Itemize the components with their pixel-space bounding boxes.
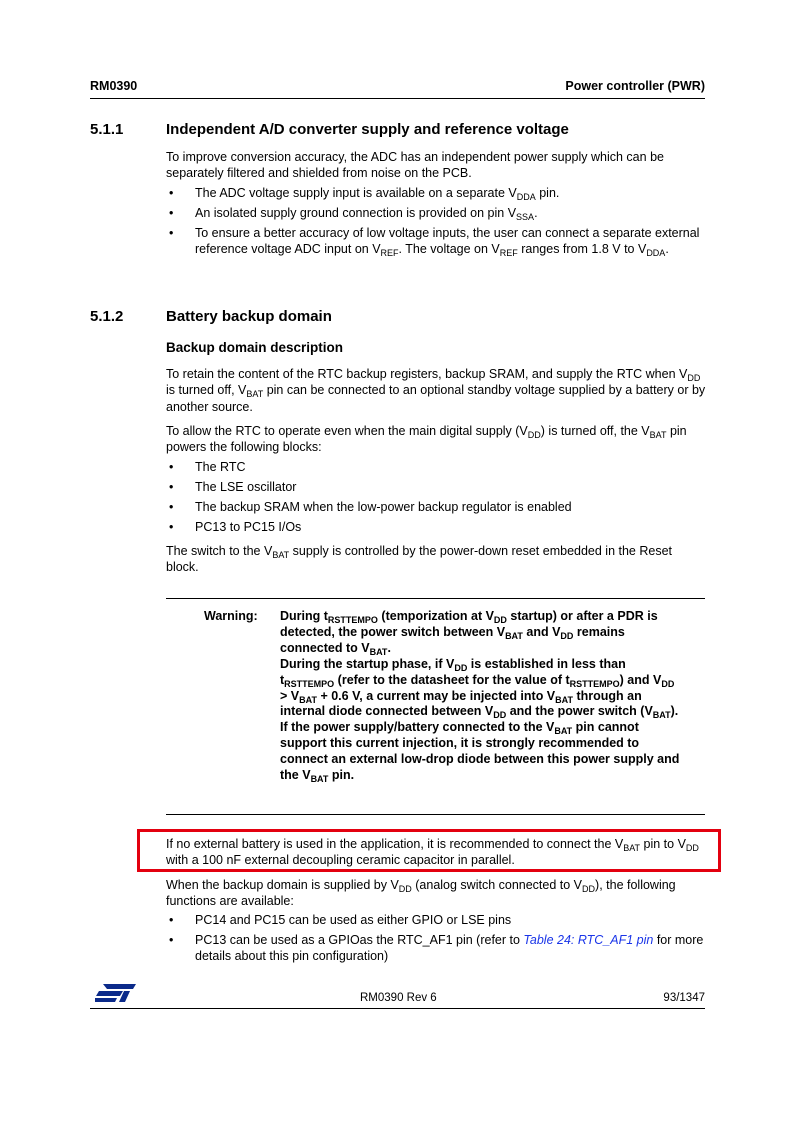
section-title-5-1-2: Battery backup domain [166,308,332,325]
list-item: • PC14 and PC15 can be used as either GPIO or LSE pins [169,913,512,927]
bullet-icon: • [169,932,174,947]
section-number-5-1-1: 5.1.1 [90,121,124,138]
list-item: • The RTC [169,460,246,474]
available-functions-list [166,912,706,968]
warning-bottom-rule [166,814,705,815]
backup-supplied-paragraph: When the backup domain is supplied by $V_{DD}$ (analog switch connected to $V_{DD}$), the following functions are available: [166,878,676,909]
table-24-link[interactable]: Table 24: RTC_AF1 pin [523,932,654,947]
header-doc-id: RM0390 [90,79,138,93]
warning-text: During $t_{RSTTEMPO}$ (temporization at $V_{DD}$ startup) or after a PDR is detected, the power switch between $V_{BAT}$ and $V_{DD}$ remains connected to $V_{BAT}$. During the startup phase, if $V_{DD}$ is established in less than $t_{RSTTEMPO}$ (refer to the datasheet for the value of $t_{RSTTEMPO}$) and $V_{DD} > V_{BAT} + 0.6$ V, a current may be injected into $V_{BAT}$ through an internal diode connected between $V_{DD}$ and the power switch $(V_{BAT})$. If the power supply/battery connected to the $V_{BAT}$ pin cannot support this current injection, it is strongly recommended to connect an external low-drop diode between this power supply and the $V_{BAT}$ pin. [280,609,680,785]
vbat-blocks-list [166,459,706,539]
subsection-title-backup-domain: Backup domain description [166,340,344,355]
warning-label: Warning: [204,609,258,623]
backup-paragraph-3: The switch to the $V_{BAT}$ supply is controlled by the power-down reset embedded in the Reset block. [166,544,673,575]
list-item: • The backup SRAM when the low-power backup regulator is enabled [169,499,572,514]
footer-revision: RM0390 Rev 6 [360,992,437,1004]
list-item: • An isolated supply ground connection is provided on pin $V_{SSA}$. [169,205,538,222]
section-title-5-1-1: Independent A/D converter supply and reference voltage [166,121,569,138]
footer-rule [90,1008,705,1009]
section-number-5-1-2: 5.1.2 [90,308,124,325]
warning-top-rule [166,598,705,599]
bullet-icon: • [169,913,174,927]
bullet-icon: • [169,499,174,514]
list-item: • PC13 to PC15 I/Os [169,519,302,534]
backup-paragraph-2: To allow the RTC to operate even when the main digital supply $(V_{DD})$ is turned off, the $V_{BAT}$ pin powers the following blocks: [166,424,687,455]
adc-intro-paragraph: To improve conversion accuracy, the ADC has an independent power supply which can be separately filtered and shielded from noise on the PCB. [166,150,664,181]
list-item: • The ADC voltage supply input is available on a separate $V_{DDA}$ pin. [169,186,560,202]
bullet-icon: • [169,186,174,200]
list-item: • PC13 can be used as a GPIOas the RTC_AF1 pin (refer to Table 24: RTC_AF1 pin for more details about this pin configuration) [169,932,704,964]
footer-page-number: 93/1347 [663,992,705,1004]
bullet-icon: • [169,460,174,474]
header-chapter-title: Power controller (PWR) [565,79,705,93]
external-battery-note: If no external battery is used in the application, it is recommended to connect the $V_{BAT}$ pin to $V_{DD}$ with a 100 nF external decoupling ceramic capacitor in parallel. [166,837,699,868]
bullet-icon: • [169,225,174,240]
list-item: • To ensure a better accuracy of low voltage inputs, the user can connect a separate external reference voltage ADC input on $V_{REF}$. The voltage on $V_{REF}$ ranges from 1.8 V to $V_{DDA}$. [169,225,700,259]
bullet-icon: • [169,205,174,220]
st-logo-icon [95,983,137,1003]
adc-bullet-list [166,185,706,261]
backup-paragraph-1: To retain the content of the RTC backup registers, backup SRAM, and supply the RTC when $V_{DD}$ is turned off, $V_{BAT}$ pin can be connected to an optional standby voltage supplied by a battery or by another source. [166,367,706,414]
bullet-icon: • [169,479,174,494]
header-rule [90,98,705,99]
list-item: • The LSE oscillator [169,479,297,494]
bullet-icon: • [169,519,174,534]
